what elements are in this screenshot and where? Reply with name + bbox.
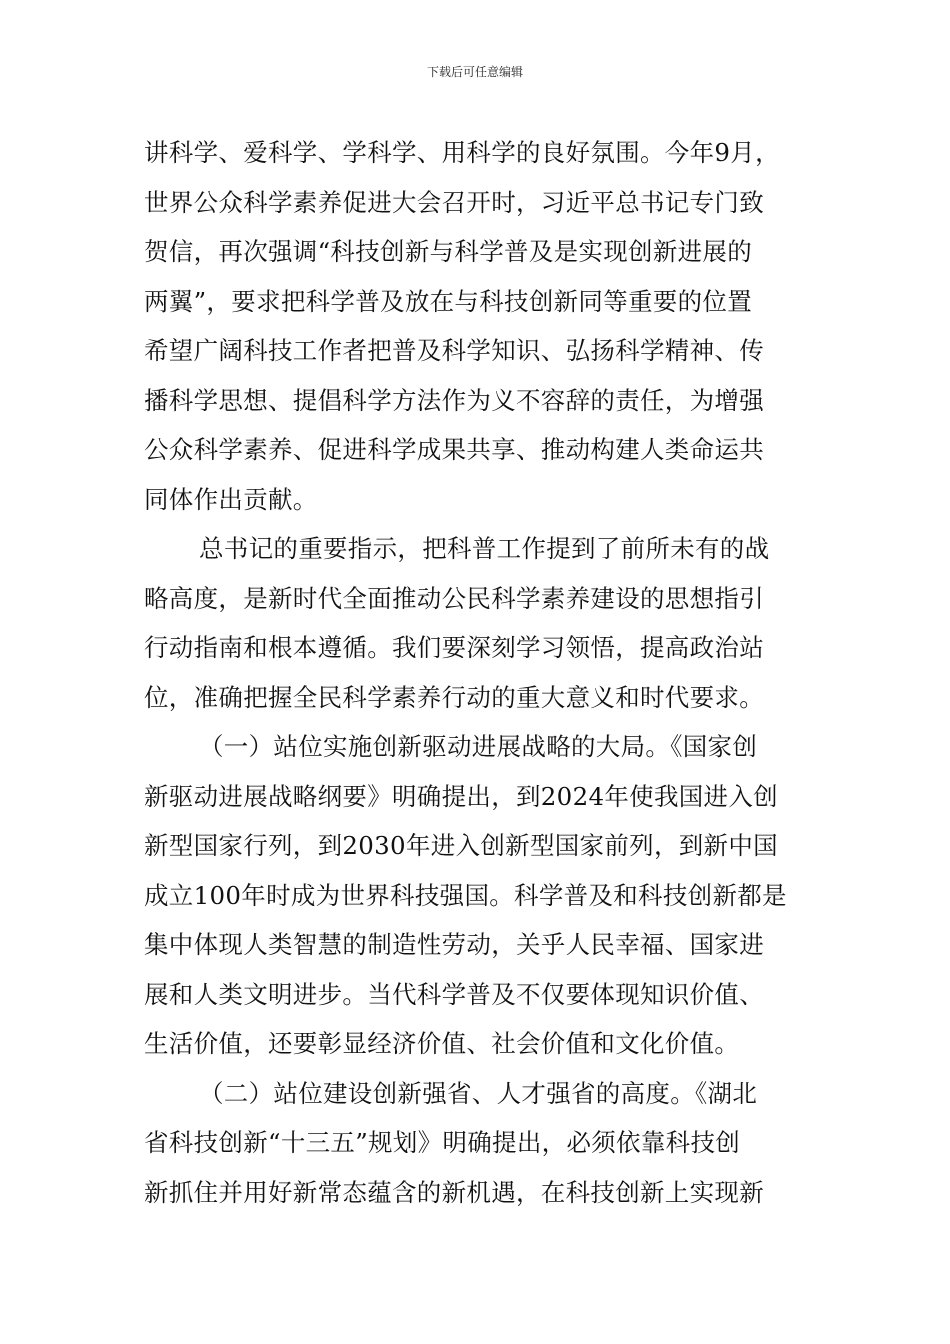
paragraph-line: 略高度，是新时代全面推动公民科学素养建设的思想指引 bbox=[144, 583, 764, 613]
paragraph-1 bbox=[144, 128, 808, 524]
paragraph-line: 播科学思想、提倡科学方法作为义不容辞的责任，为增强 bbox=[144, 385, 764, 415]
paragraph-line: 位，准确把握全民科学素养行动的重大意义和时代要求。 bbox=[144, 682, 764, 712]
paragraph-line: （一）站位实施创新驱动进展战略的大局。《国家创 bbox=[199, 732, 758, 761]
paragraph-line: 展和人类文明进步。当代科学普及不仅要体现知识价值、 bbox=[144, 979, 764, 1009]
paragraph-line: 总书记的重要指示，把科普工作提到了前所未有的战 bbox=[199, 534, 770, 563]
paragraph-line: 新型国家行列，到2030年进入创新型国家前列，到新中国 bbox=[144, 831, 778, 860]
paragraph-line: 新驱动进展战略纲要》明确提出，到2024年使我国进入创 bbox=[144, 781, 778, 811]
paragraph-line: （二）站位建设创新强省、人才强省的高度。《湖北 bbox=[199, 1078, 758, 1108]
paragraph-line: 两翼”，要求把科学普及放在与科技创新同等重要的位置 bbox=[144, 286, 753, 316]
paragraph-line: 希望广阔科技工作者把普及科学知识、弘扬科学精神、传 bbox=[144, 336, 764, 365]
paragraph-line: 贺信，再次强调“科技创新与科学普及是实现创新进展的 bbox=[144, 237, 753, 266]
paragraph-3 bbox=[144, 722, 808, 1069]
paragraph-line: 成立100年时成为世界科技强国。科学普及和科技创新都是 bbox=[144, 880, 787, 910]
paragraph-line: 生活价值，还要彰显经济价值、社会价值和文化价值。 bbox=[144, 1029, 740, 1058]
paragraph-line: 公众科学素养、促进科学成果共享、推动构建人类命运共 bbox=[144, 435, 764, 464]
paragraph-line: 世界公众科学素养促进大会召开时，习近平总书记专门致 bbox=[144, 187, 764, 217]
paragraph-line: 同体作出贡献。 bbox=[144, 484, 318, 514]
paragraph-2 bbox=[144, 524, 808, 722]
paragraph-line: 行动指南和根本遵循。我们要深刻学习领悟，提高政治站 bbox=[144, 633, 764, 662]
page-header: 下载后可任意编辑 bbox=[426, 65, 523, 79]
paragraph-line: 新抓住并用好新常态蕴含的新机遇，在科技创新上实现新 bbox=[144, 1177, 764, 1207]
paragraph-line: 集中体现人类智慧的制造性劳动，关乎人民幸福、国家进 bbox=[144, 930, 764, 959]
document-body bbox=[144, 128, 808, 1217]
paragraph-line: 省科技创新“十三五”规划》明确提出，必须依靠科技创 bbox=[144, 1128, 741, 1157]
paragraph-4 bbox=[144, 1069, 808, 1218]
paragraph-line: 讲科学、爱科学、学科学、用科学的良好氛围。今年9月， bbox=[144, 138, 780, 167]
